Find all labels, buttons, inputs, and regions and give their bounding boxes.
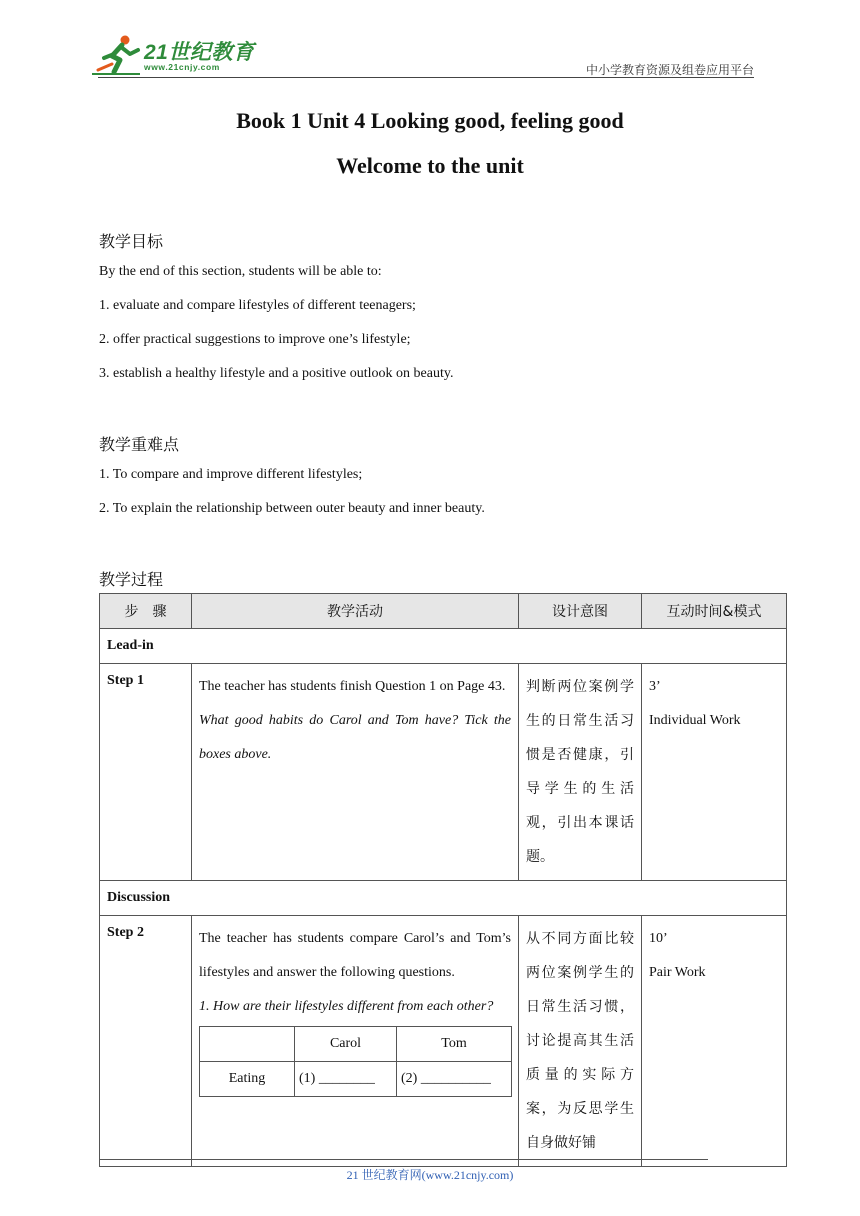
- activity-question: What good habits do Carol and Tom have? Tick the boxes above.: [199, 713, 511, 762]
- comparison-header: Carol: [295, 1027, 397, 1062]
- document-subtitle: Welcome to the unit: [336, 153, 524, 178]
- mode-text: Individual Work: [649, 713, 741, 728]
- intent-text: 判断两位案例学生的日常生活习惯是否健康，引导学生的生活观，引出本课话题。: [519, 664, 642, 881]
- table-row: [100, 916, 787, 1167]
- key-points-heading: 教学重难点: [99, 435, 180, 454]
- platform-name: 中小学教育资源及组卷应用平台: [585, 63, 754, 77]
- objective-item: 2. offer practical suggestions to improve one’s lifestyle;: [99, 332, 411, 347]
- footer-link[interactable]: 21 世纪教育网(www.21cnjy.com): [346, 1168, 514, 1182]
- column-header: 步 骤: [100, 594, 192, 629]
- section-title: Lead-in: [100, 629, 787, 664]
- objective-item: 3. establish a healthy lifestyle and a positive outlook on beauty.: [99, 366, 454, 381]
- key-point-item: 2. To explain the relationship between outer beauty and inner beauty.: [99, 501, 485, 516]
- table-row: [100, 664, 787, 881]
- section-title: Discussion: [100, 881, 787, 916]
- activity-cell: [192, 916, 519, 1167]
- step-label: Step 2: [100, 916, 192, 1167]
- mode-text: Pair Work: [649, 965, 706, 980]
- activity-question: 1. How are their lifestyles different from each other?: [199, 999, 494, 1014]
- time-text: 3’: [649, 679, 661, 694]
- footer-divider: [99, 1159, 708, 1160]
- process-heading: 教学过程: [99, 570, 164, 589]
- logo: [92, 34, 262, 78]
- section-row: [100, 881, 787, 916]
- comparison-header: [200, 1027, 295, 1062]
- column-header: 教学活动: [192, 594, 519, 629]
- mode-cell: [642, 916, 787, 1167]
- mode-cell: [642, 664, 787, 881]
- document-title: Book 1 Unit 4 Looking good, feeling good: [236, 108, 624, 133]
- logo-url: www.21cnjy.com: [144, 62, 220, 72]
- comparison-header-row: [200, 1027, 512, 1062]
- key-point-item: 1. To compare and improve different lifestyles;: [99, 467, 363, 482]
- page-header: [0, 0, 860, 84]
- process-table: [99, 593, 787, 1167]
- comparison-cell: (1) ________: [295, 1062, 397, 1097]
- column-header: 互动时间&模式: [642, 594, 787, 629]
- objectives-intro: By the end of this section, students will be able to:: [99, 264, 382, 279]
- comparison-cell: (2) __________: [397, 1062, 512, 1097]
- activity-cell: [192, 664, 519, 881]
- step-label: Step 1: [100, 664, 192, 881]
- time-text: 10’: [649, 931, 668, 946]
- section-row: [100, 629, 787, 664]
- comparison-table: [199, 1026, 512, 1097]
- table-header-row: [100, 594, 787, 629]
- column-header: 设计意图: [519, 594, 642, 629]
- comparison-header: Tom: [397, 1027, 512, 1062]
- objective-item: 1. evaluate and compare lifestyles of different teenagers;: [99, 298, 416, 313]
- header-divider: [98, 77, 754, 78]
- comparison-row: [200, 1062, 512, 1097]
- runner-logo-icon: [92, 34, 144, 76]
- activity-text: The teacher has students compare Carol’s and Tom’s lifestyles and answer the following questions.: [199, 931, 511, 980]
- objectives-heading: 教学目标: [99, 232, 164, 251]
- activity-text: The teacher has students finish Question 1 on Page 43.: [199, 679, 506, 694]
- logo-text: 21世纪教育: [144, 41, 255, 64]
- comparison-cell: Eating: [200, 1062, 295, 1097]
- intent-text: 从不同方面比较两位案例学生的日常生活习惯，讨论提高其生活质量的实际方案，为反思学生自身做好铺: [519, 916, 642, 1167]
